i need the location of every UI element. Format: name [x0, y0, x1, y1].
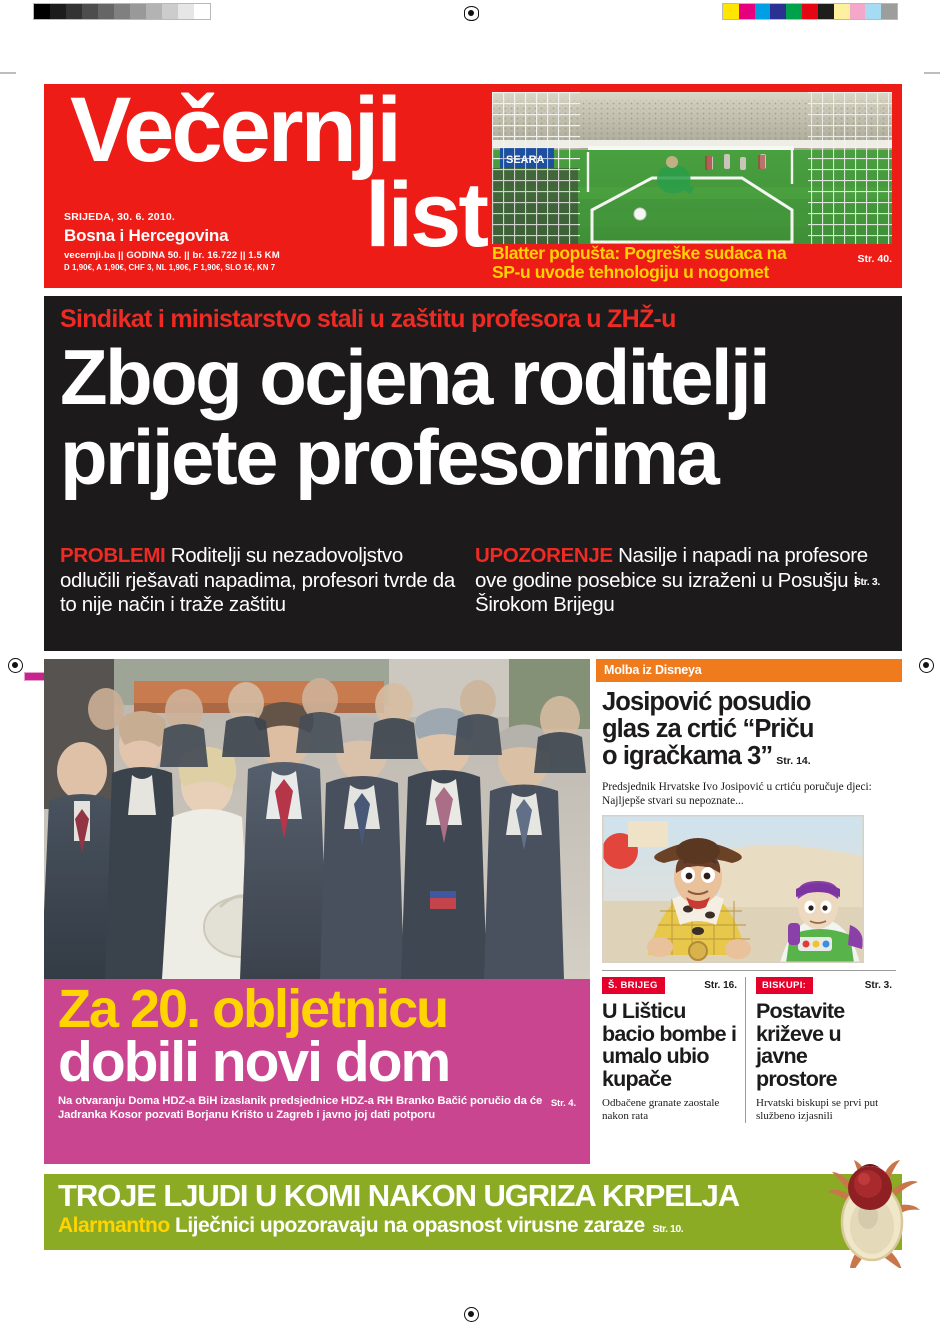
brief-s-brijeg[interactable] [602, 977, 745, 1123]
lead-deck-tag: PROBLEMI [60, 544, 166, 567]
gray-patch [178, 4, 194, 19]
registration-mark-right-icon [917, 656, 934, 673]
gray-patch [98, 4, 114, 19]
color-patch-strip [722, 3, 898, 20]
bottom-banner-tag: Alarmantno [58, 1214, 170, 1237]
lead-deck-page: Str. 3. [853, 576, 880, 588]
color-patch [770, 4, 786, 19]
brief-badge: Š. BRIJEG [602, 977, 665, 994]
hdz-caption [44, 1090, 590, 1122]
right-column [596, 659, 902, 1164]
brief-deck: Odbačene granate zaostale nakon rata [602, 1097, 720, 1122]
lead-headline-line1: Zbog ocjena roditelji [60, 333, 769, 421]
color-patch [865, 4, 881, 19]
lead-deck-text-2: Nasilje i napadi na profesore ove godine posebice su izraženi u Posušju i Širokom Brijegu [475, 544, 868, 616]
disney-deck: Predsjednik Hrvatske Ivo Josipović u crtiću poručuje djeci: Najljepše stvari su nepoznate... [602, 781, 872, 807]
brief-deck-2: Hrvatski biskupi se prvi put službeno izjasnili [756, 1097, 879, 1122]
hdz-caption-text: Na otvaranju Doma HDZ-a BiH izaslanik predsjednice HDZ-a RH Branko Bačić poručio da će Jadranka Kosor pozvati Borjanu Krišto u Zagreb i javno joj dati potporu [58, 1095, 543, 1121]
hdz-headline-box [44, 979, 590, 1164]
officials-group-photo [44, 659, 590, 979]
publication-date: SRIJEDA, 30. 6. 2010. [64, 211, 176, 223]
disney-page: Str. 14. [776, 755, 811, 767]
color-patch [850, 4, 866, 19]
disney-label: Molba iz Disneya [596, 659, 902, 682]
color-patch [818, 4, 834, 19]
color-patch [755, 4, 771, 19]
disney-headline-line3: o igračkama 3” [602, 742, 773, 770]
hdz-story[interactable] [44, 659, 590, 1164]
brief-page: Str. 16. [704, 980, 737, 991]
registration-mark-top-icon [462, 4, 479, 21]
gray-patch [114, 4, 130, 19]
sport-teaser-line2: SP-u uvode tehnologiju u nogomet [492, 262, 769, 282]
lead-kicker: Sindikat i ministarstvo stali u zaštitu profesora u ZHŽ-u [60, 305, 676, 333]
registration-mark-bottom-icon [462, 1305, 479, 1322]
bottom-banner-subline [44, 1213, 902, 1241]
hdz-headline-line2: dobili novi dom [58, 1030, 450, 1094]
print-calibration-marks [0, 0, 940, 38]
grayscale-wedge [33, 3, 211, 20]
brief-biskupi[interactable] [745, 977, 900, 1123]
gray-patch [146, 4, 162, 19]
newspaper-front-page [44, 84, 902, 1267]
logo-line-vecernji: Večernji [70, 84, 399, 181]
trim-tick-left [0, 72, 16, 74]
masthead-meta: vecernji.ba || GODINA 50. || br. 16.722 || 1.5 KM [64, 250, 280, 261]
disney-headline-line2: glas za crtić “Priču [602, 715, 814, 743]
bottom-banner-page: Str. 10. [652, 1223, 684, 1235]
brief-page-2: Str. 3. [864, 980, 892, 991]
lead-decks [60, 544, 890, 618]
lead-deck-text: Roditelji su nezadovoljstvo odlučili rješavati napadima, profesori tvrde da to nije način i traže zaštitu [60, 544, 455, 616]
bottom-banner[interactable] [44, 1174, 902, 1250]
mid-section [44, 659, 902, 1164]
color-patch [802, 4, 818, 19]
gray-patch [50, 4, 66, 19]
hdz-headline-line1: Za 20. obljetnicu [58, 979, 448, 1039]
lead-headline-line2: prijete profesorima [60, 413, 718, 501]
lead-deck-tag-2: UPOZORENJE [475, 544, 613, 567]
masthead-prices: D 1,90€, A 1,90€, CHF 3, NL 1,90€, F 1,90€, SLO 1€, KN 7 [64, 263, 276, 272]
color-patch [881, 4, 897, 19]
bottom-banner-text: Liječnici upozoravaju na opasnost virusne zaraze [169, 1214, 645, 1237]
brief-badge-2: BISKUPI: [756, 977, 813, 994]
tick-illustration [824, 1160, 920, 1268]
football-goal-photo [492, 92, 892, 244]
disney-headline-line1: Josipović posudio [602, 688, 811, 716]
magenta-control-chip [24, 672, 45, 681]
disney-story[interactable] [596, 659, 902, 963]
brief-headline-2: Postavite križeve u javne prostore [756, 999, 845, 1091]
color-patch [723, 4, 739, 19]
disney-headline [596, 682, 902, 775]
gray-patch [130, 4, 146, 19]
edition-country: Bosna i Hercegovina [64, 226, 229, 245]
color-patch [739, 4, 755, 19]
sport-teaser-line1: Blatter popušta: Pogreške sudaca na [492, 243, 787, 263]
gray-patch [66, 4, 82, 19]
masthead-info-block [64, 211, 280, 272]
hdz-page: Str. 4. [550, 1098, 576, 1109]
toy-story-photo [602, 815, 864, 963]
registration-mark-left-icon [6, 656, 23, 673]
color-patch [834, 4, 850, 19]
sport-teaser-page: Str. 40. [857, 253, 892, 265]
lead-story[interactable] [44, 296, 902, 651]
logo-line-list: list [365, 164, 486, 266]
sport-teaser[interactable] [492, 244, 892, 282]
brief-headline: U Lišticu bacio bombe i umalo ubio kupače [602, 999, 737, 1091]
divider-above-briefs [602, 970, 896, 971]
bottom-banner-headline: TROJE LJUDI U KOMI NAKON UGRIZA KRPELJA [58, 1178, 740, 1213]
gray-patch [82, 4, 98, 19]
gray-patch [162, 4, 178, 19]
lead-deck-problemi [60, 544, 475, 618]
gray-patch [34, 4, 50, 19]
lead-deck-upozorenje [475, 544, 890, 618]
briefs-row [602, 977, 902, 1123]
masthead [44, 84, 902, 288]
gray-patch [194, 4, 210, 19]
color-patch [786, 4, 802, 19]
trim-tick-right [924, 72, 940, 74]
